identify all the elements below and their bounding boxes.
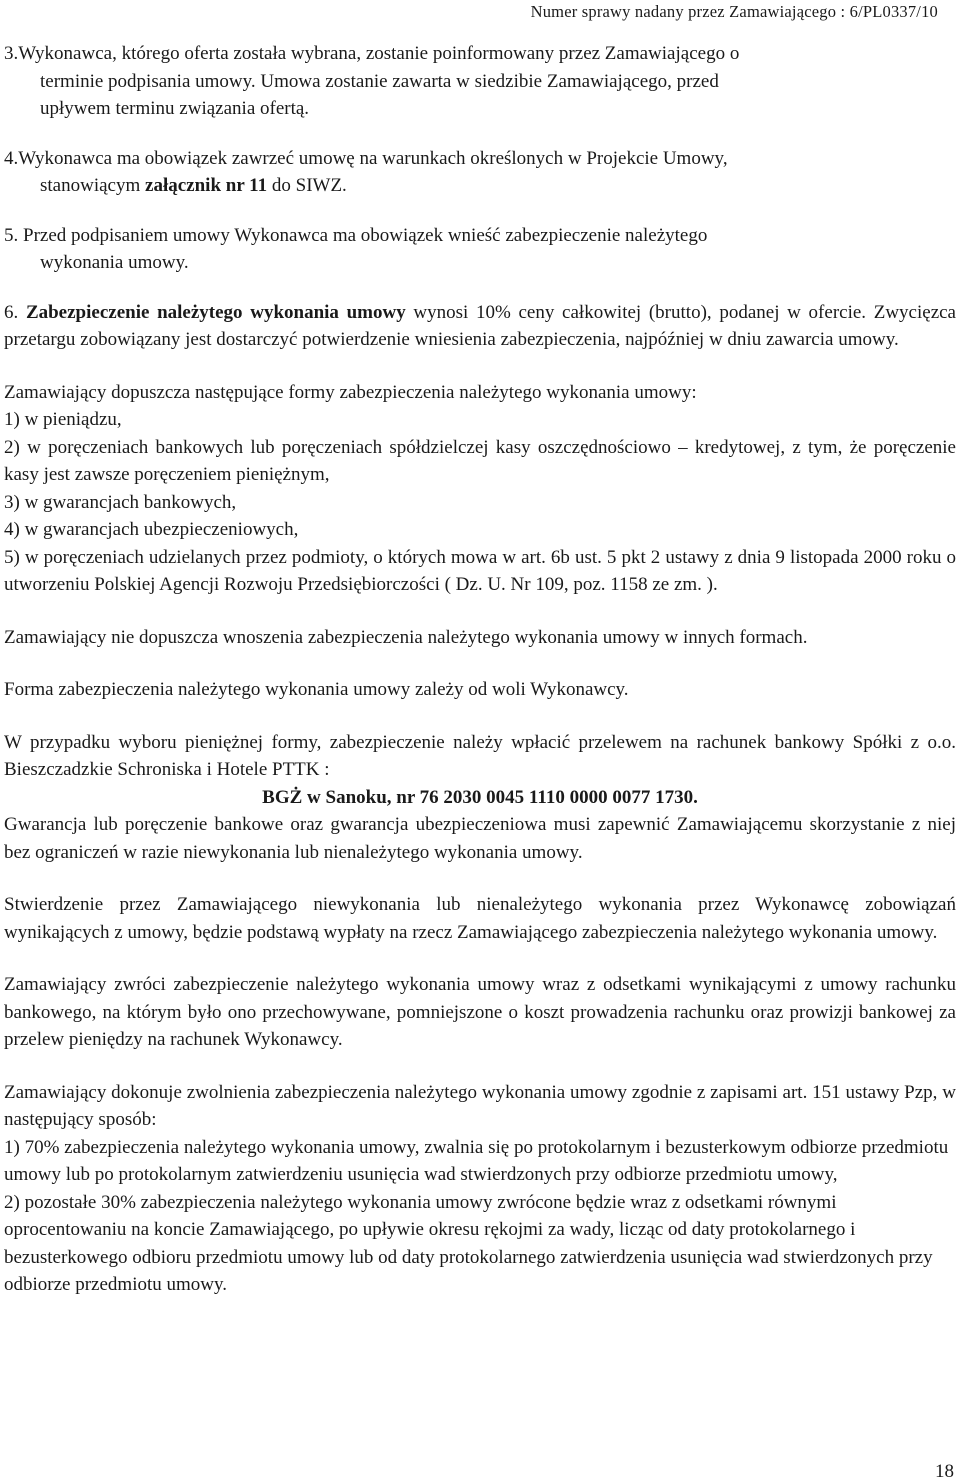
security-heading: Zabezpieczenie należytego wykonania umowy: [25, 301, 406, 323]
statement-paragraph: Stwierdzenie przez Zamawiającego niewykonania lub nienależytego wykonania przez Wykonawcę zobowiązań wynikających z umowy, będzie podstawą wypłaty na rzecz Zamawiającego zabezpieczenia należytego wykonania umowy.: [4, 894, 956, 943]
form-choice-paragraph: Forma zabezpieczenia należytego wykonania umowy zależy od woli Wykonawcy.: [4, 679, 629, 700]
release-intro: Zamawiający dokonuje zwolnienia zabezpieczenia należytego wykonania umowy zgodnie z zapisami art. 151 ustawy Pzp, w następujący sposób:: [4, 1081, 956, 1130]
point-3-line: terminie podpisania umowy. Umowa zostanie zawarta w siedzibie Zamawiającego, przed: [40, 70, 719, 92]
point-4-line: stanowiącym załącznik nr 11 do SIWZ.: [40, 175, 347, 196]
return-paragraph: Zamawiający zwróci zabezpieczenie należytego wykonania umowy wraz z odsetkami wynikającymi z umowy rachunku bankowego, na którym było ono przechowywane, pomniejszone o koszt prowadzenia rachunku oraz prowizji bankowej za przelew pieniędzy na rachunek Wykonawcy.: [4, 974, 956, 1050]
release-item: 2) pozostałe 30% zabezpieczenia należytego wykonania umowy zwrócone będzie wraz z odsetkami równymi oprocentowaniu na koncie Zamawiającego, po upływie okresu rękojmi za wady, licząc od daty protokolarnego i bezusterkowego odbioru przedmiotu umowy lub od daty protokolarnego zatwierdzenia usunięcia wad stwierdzonych przy odbiorze przedmiotu umowy.: [4, 1191, 933, 1295]
page-number: 18: [935, 1461, 954, 1482]
bank-account: BGŻ w Sanoku, nr 76 2030 0045 1110 0000 0077 1730.: [262, 786, 698, 808]
form-item: 1) w pieniądzu,: [4, 409, 122, 430]
point-5-line: wykonania umowy.: [40, 252, 189, 273]
form-item: 4) w gwarancjach ubezpieczeniowych,: [4, 519, 299, 540]
bank-transfer-paragraph: W przypadku wyboru pieniężnej formy, zabezpieczenie należy wpłacić przelewem na rachunek bankowy Spółki z o.o. Bieszczadzkie Schroniska i Hotele PTTK :: [4, 731, 956, 780]
case-number-header: Numer sprawy nadany przez Zamawiającego : 6/PL0337/10: [530, 2, 938, 21]
point-4-line: 4.Wykonawca ma obowiązek zawrzeć umowę na warunkach określonych w Projekcie Umowy,: [4, 147, 728, 169]
no-other-forms-paragraph: Zamawiający nie dopuszcza wnoszenia zabezpieczenia należytego wykonania umowy w innych formach.: [4, 626, 808, 648]
form-item: 2) w poręczeniach bankowych lub poręczeniach spółdzielczej kasy oszczędnościowo – kredytowej, z tym, że poręczenie kasy jest zawsze poręczeniem pieniężnym,: [4, 436, 956, 485]
guarantee-paragraph: Gwarancja lub poręczenie bankowe oraz gwarancja ubezpieczeniowa musi zapewnić Zamawiającemu skorzystanie z niej bez ograniczeń w razie niewykonania lub nienależytego wykonania umowy.: [4, 814, 956, 863]
point-3-line: 3.Wykonawca, którego oferta została wybrana, zostanie poinformowany przez Zamawiającego o: [4, 43, 740, 64]
forms-intro: Zamawiający dopuszcza następujące formy zabezpieczenia należytego wykonania umowy:: [4, 381, 697, 403]
document-body: [4, 40, 956, 1299]
form-item: 5) w poręczeniach udzielanych przez podmioty, o których mowa w art. 6b ust. 5 pkt 2 ustawy z dnia 9 listopada 2000 roku o utworzeniu Polskiej Agencji Rozwoju Przedsiębiorczości ( Dz. U. Nr 109, poz. 1158 ze zm. ).: [4, 546, 956, 595]
point-6-paragraph: 6. Zabezpieczenie należytego wykonania umowy wynosi 10% ceny całkowitej (brutto), podanej w ofercie. Zwycięzca przetargu zobowiązany jest dostarczyć potwierdzenie wniesienia zabezpieczenia, najpóźniej w dniu zawarcia umowy.: [4, 301, 956, 350]
point-3-line: upływem terminu związania ofertą.: [40, 98, 310, 119]
annex-reference: załącznik nr 11: [145, 175, 268, 196]
form-item: 3) w gwarancjach bankowych,: [4, 491, 237, 513]
point-5-line: 5. Przed podpisaniem umowy Wykonawca ma obowiązek wnieść zabezpieczenie należytego: [4, 224, 708, 246]
release-item: 1) 70% zabezpieczenia należytego wykonania umowy, zwalnia się po protokolarnym i bezusterkowym odbiorze przedmiotu umowy lub po protokolarnym zatwierdzeniu usunięcia wad stwierdzonych przy odbiorze przedmiotu umowy,: [4, 1136, 949, 1185]
